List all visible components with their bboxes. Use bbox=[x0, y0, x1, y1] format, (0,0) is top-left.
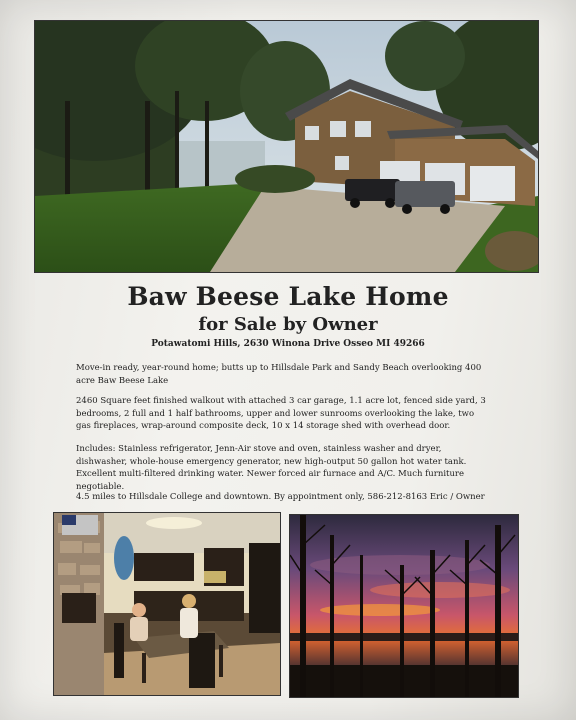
house-photo-image bbox=[35, 21, 538, 272]
features-paragraph: 2460 Square feet finished walkout with attached 3 car garage, 1.1 acre lot, fenced side yard, 3 bedrooms, 2 full and 1 half bathrooms, upper and lower sunrooms overlooking the lake, two gas fireplaces, wrap-around composite deck, 10 x 14 storage shed with overhead door. bbox=[76, 396, 486, 432]
sunset-photo bbox=[289, 514, 519, 698]
house-photo bbox=[34, 20, 539, 273]
sunset-photo-image bbox=[290, 515, 518, 697]
listing-subtitle: for Sale by Owner bbox=[198, 314, 378, 335]
kitchen-photo bbox=[53, 512, 281, 696]
contact-paragraph: 4.5 miles to Hillsdale College and downtown. By appointment only, 586-212-8163 Eric / Owner bbox=[76, 492, 485, 502]
listing-address: Potawatomi Hills, 2630 Winona Drive Osseo MI 49266 bbox=[151, 339, 425, 349]
includes-paragraph: Includes: Stainless refrigerator, Jenn-Air stove and oven, stainless washer and dryer, dishwasher, whole-house emergency generator, new high-output 50 gallon hot water tank. Excellent multi-filtered drinking water. Newer forced air furnace and A/C. Much furniture negotiable. bbox=[76, 444, 467, 492]
kitchen-photo-image bbox=[54, 513, 280, 695]
description-paragraph: Move-in ready, year-round home; butts up to Hillsdale Park and Sandy Beach overlooking 400 acre Baw Beese Lake bbox=[76, 363, 482, 386]
listing-title: Baw Beese Lake Home bbox=[127, 282, 449, 311]
